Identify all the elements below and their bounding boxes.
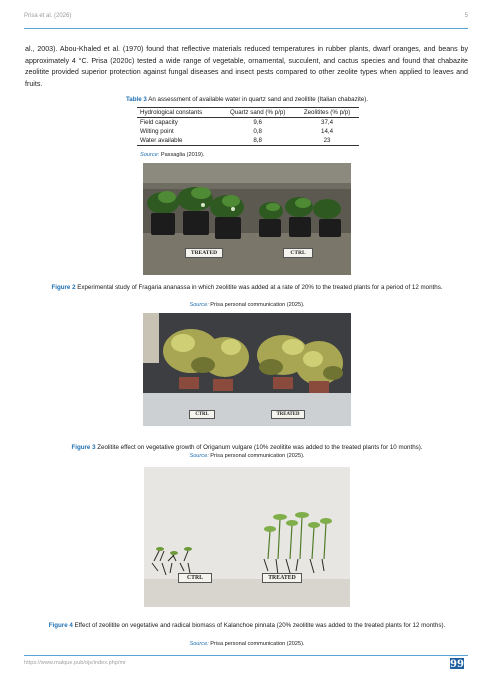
figure-3-photo [143,313,351,426]
source-label: Source: [189,302,209,308]
figure-4-label: Figure 4 [48,622,73,629]
figure-2-tag: CTRL [283,248,313,258]
table-cell: 9,6 [253,119,262,126]
source-text: Prisa personal communication (2025). [208,453,305,459]
table-caption-text: An assessment of available water in quartz sand and zeolitite (Italian chabazite). [146,96,369,103]
table-header-row [137,108,359,118]
running-head: Prisa et al. (2026) [24,13,72,19]
footer-url[interactable]: https://www.malque.pub/ojs/index.php/mr [24,660,126,666]
header-divider [24,28,468,29]
figure-3-source [0,453,494,459]
table-label: Table 3 [125,96,147,103]
figure-3-label: Figure 3 [71,444,96,451]
table-cell: 14,4 [321,128,334,135]
table-header-cell: Zeolitites (% p/p) [295,108,359,118]
figure-2-photo [143,163,351,275]
table-row [137,127,359,136]
figure-4-caption-text: Effect of zeolitite on vegetative and radical biomass of Kalanchoe pinnata (20% zeolitite was added to the treated plants for 12 months). [72,622,446,629]
table-source [140,152,204,158]
source-text: Prisa personal communication (2025). [208,302,305,308]
source-text: Passaglia (2019). [159,152,205,158]
table-row [137,136,359,146]
table-header-cell: Hydrological constants [137,108,220,118]
table-cell: 23 [295,136,359,146]
table-caption [0,96,494,103]
water-assessment-table [137,107,359,146]
figure-3-tag: TREATED [271,410,305,419]
source-label: Source: [140,152,160,158]
source-text: Prisa personal communication (2025). [208,641,305,647]
figure-4-photo [144,467,350,607]
body-paragraph: al., 2003). Abou-Khaled et al. (1970) found that reflective materials reduced temperatures in rubber plants, dwarf oranges, and beans by approximately 4 °C. Prisa (2020c) tested a wide range of vegetable, ornamental, succulent, and cactus species and found that chabazite zeolitite provided superior protection against fungal diseases and insect pests compared to other zeolite types when applied to leaves and fruits. [25,45,468,88]
figure-2-caption [30,283,464,292]
table-cell: 0,8 [253,128,262,135]
figure-2-source [0,302,494,308]
table-cell: Field capacity [140,119,178,126]
table-cell: Water available [137,136,220,146]
figure-3-caption-text: Zeolitite effect on vegetative growth of Origanum vulgare (10% zeolitite was added to the treated plants for 10 months). [95,444,423,451]
figure-3-tag: CTRL [189,410,215,419]
figure-4-tag: CTRL [178,573,212,583]
source-label: Source: [189,453,209,459]
table-cell: 37,4 [321,119,334,126]
figure-2-caption-text: Experimental study of Fragaria ananassa in which zeolitite was added at a rate of 20% to the treated plants for a period of 12 months. [75,284,443,291]
table-cell: Wilting point [140,128,174,135]
figure-4-tag: TREATED [262,573,302,583]
footer-divider [24,655,468,656]
source-label: Source: [189,641,209,647]
quote-icon[interactable]: 99 [450,659,464,670]
figure-2-label: Figure 2 [51,284,76,291]
figure-3-caption [30,443,464,452]
page-number: 5 [464,13,468,19]
table-cell: 8,8 [220,136,295,146]
table-row [137,118,359,128]
figure-2-tag: TREATED [185,248,223,258]
figure-4-caption [30,621,464,630]
table-header-cell: Quartz sand (% p/p) [220,108,295,118]
figure-4-source [0,641,494,647]
